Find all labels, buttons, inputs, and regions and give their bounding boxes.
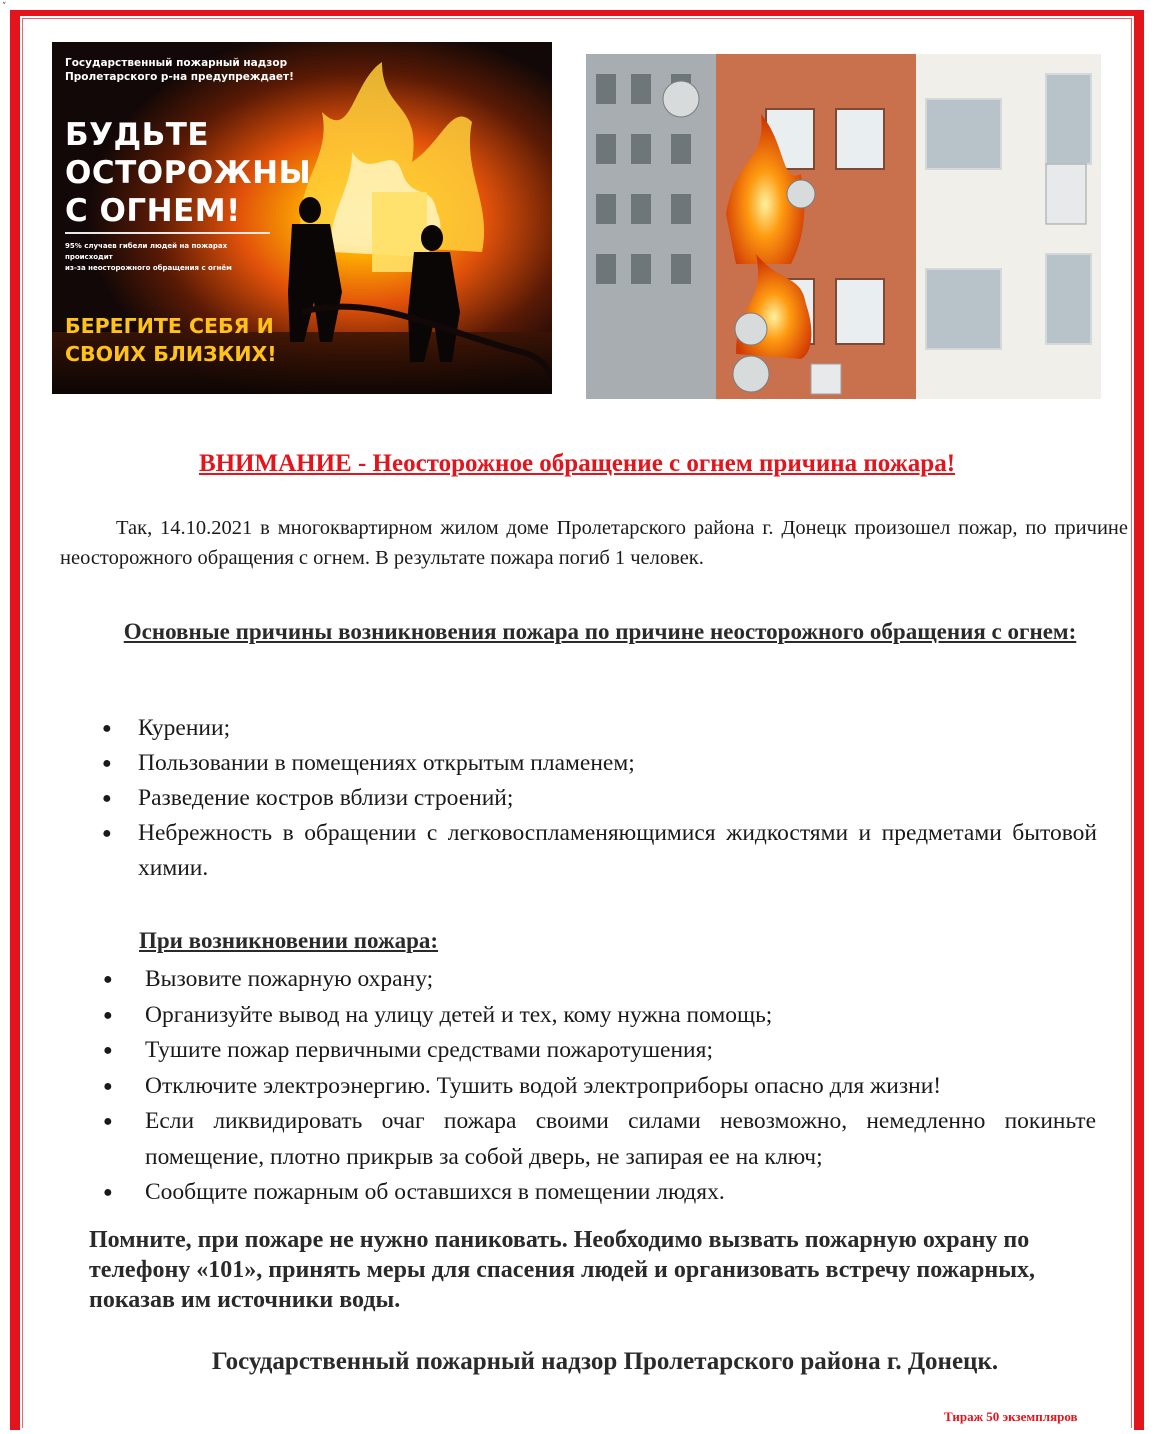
bullet-icon: ● (102, 720, 112, 737)
poster-divider (65, 232, 270, 234)
remember-paragraph: Помните, при пожаре не нужно паниковать. Необходимо вызвать пожарную охрану по телефону «101», принять меры для спасения людей и организовать встречу пожарных, показав им источники воды. (89, 1227, 1035, 1313)
warning-heading: ВНИМАНИЕ - Неосторожное обращение с огнем причина пожара! (198, 450, 956, 477)
list-item: ● Тушите пожар первичными средствами пожаротушения; (103, 1033, 1096, 1069)
poster-top-text: Государственный пожарный надзор Пролетарского р-на предупреждает! (65, 57, 294, 83)
poster-headline: БУДЬТЕ ОСТОРОЖНЫ С ОГНЕМ! (65, 117, 312, 229)
list-item: ● Сообщите пожарным об оставшихся в помещении людях. (103, 1175, 1096, 1211)
poster-slogan: БЕРЕГИТЕ СЕБЯ И СВОИХ БЛИЗКИХ! (65, 314, 277, 366)
list-item: ● Организуйте вывод на улицу детей и тех, кому нужна помощь; (103, 998, 1096, 1034)
list-item: ● Курении; (102, 711, 1097, 746)
print-run-note: Тираж 50 экземпляров (944, 1409, 1078, 1424)
list-item: ● Разведение костров вблизи строений; (102, 781, 1097, 816)
burning-building-photo (586, 54, 1101, 399)
signature: Государственный пожарный надзор Пролетарского района г. Донецк. (211, 1348, 999, 1375)
bullet-icon: ● (103, 1042, 113, 1059)
bullet-icon: ● (102, 825, 112, 842)
bullet-icon: ● (103, 1077, 113, 1095)
fire-safety-poster (52, 42, 552, 394)
bullet-icon: ● (103, 971, 113, 988)
incident-paragraph: Так, 14.10.2021 в многоквартирном жилом доме Пролетарского района г. Донецк произошел пожар, по причине неосторожного обращения с огнем. В результате пожара погиб 1 человек. (60, 517, 1128, 569)
list-item: ● Небрежность в обращении с легковоспламеняющимися жидкостями и предметами бытовой химии. (102, 816, 1097, 886)
building-illustration (586, 54, 1101, 399)
corner-mark: ˅ (2, 2, 7, 12)
list-item: ● Отключите электроэнергию. Тушить водой электроприборы опасно для жизни! (103, 1069, 1096, 1105)
on-fire-heading: При возникновении пожара: (139, 928, 439, 953)
on-fire-list (103, 962, 1096, 1211)
poster-statistic: 95% случаев гибели людей на пожарах происходит из-за неосторожного обращения с огнём (65, 242, 232, 272)
list-item: ● Если ликвидировать очаг пожара своими силами невозможно, немедленно покиньте помещение, плотно прикрыв за собой дверь, не запирая ее на ключ; (103, 1104, 1096, 1175)
list-item: ● Вызовите пожарную охрану; (103, 962, 1096, 998)
bullet-icon: ● (103, 1113, 113, 1130)
causes-list (102, 711, 1097, 886)
bullet-icon: ● (102, 790, 112, 807)
bullet-icon: ● (103, 1184, 113, 1201)
bullet-icon: ● (103, 1006, 113, 1024)
bullet-icon: ● (102, 755, 112, 772)
list-item: ● Пользовании в помещениях открытым пламенем; (102, 746, 1097, 781)
causes-heading: Основные причины возникновения пожара по причине неосторожного обращения с огнем: (123, 619, 1077, 644)
